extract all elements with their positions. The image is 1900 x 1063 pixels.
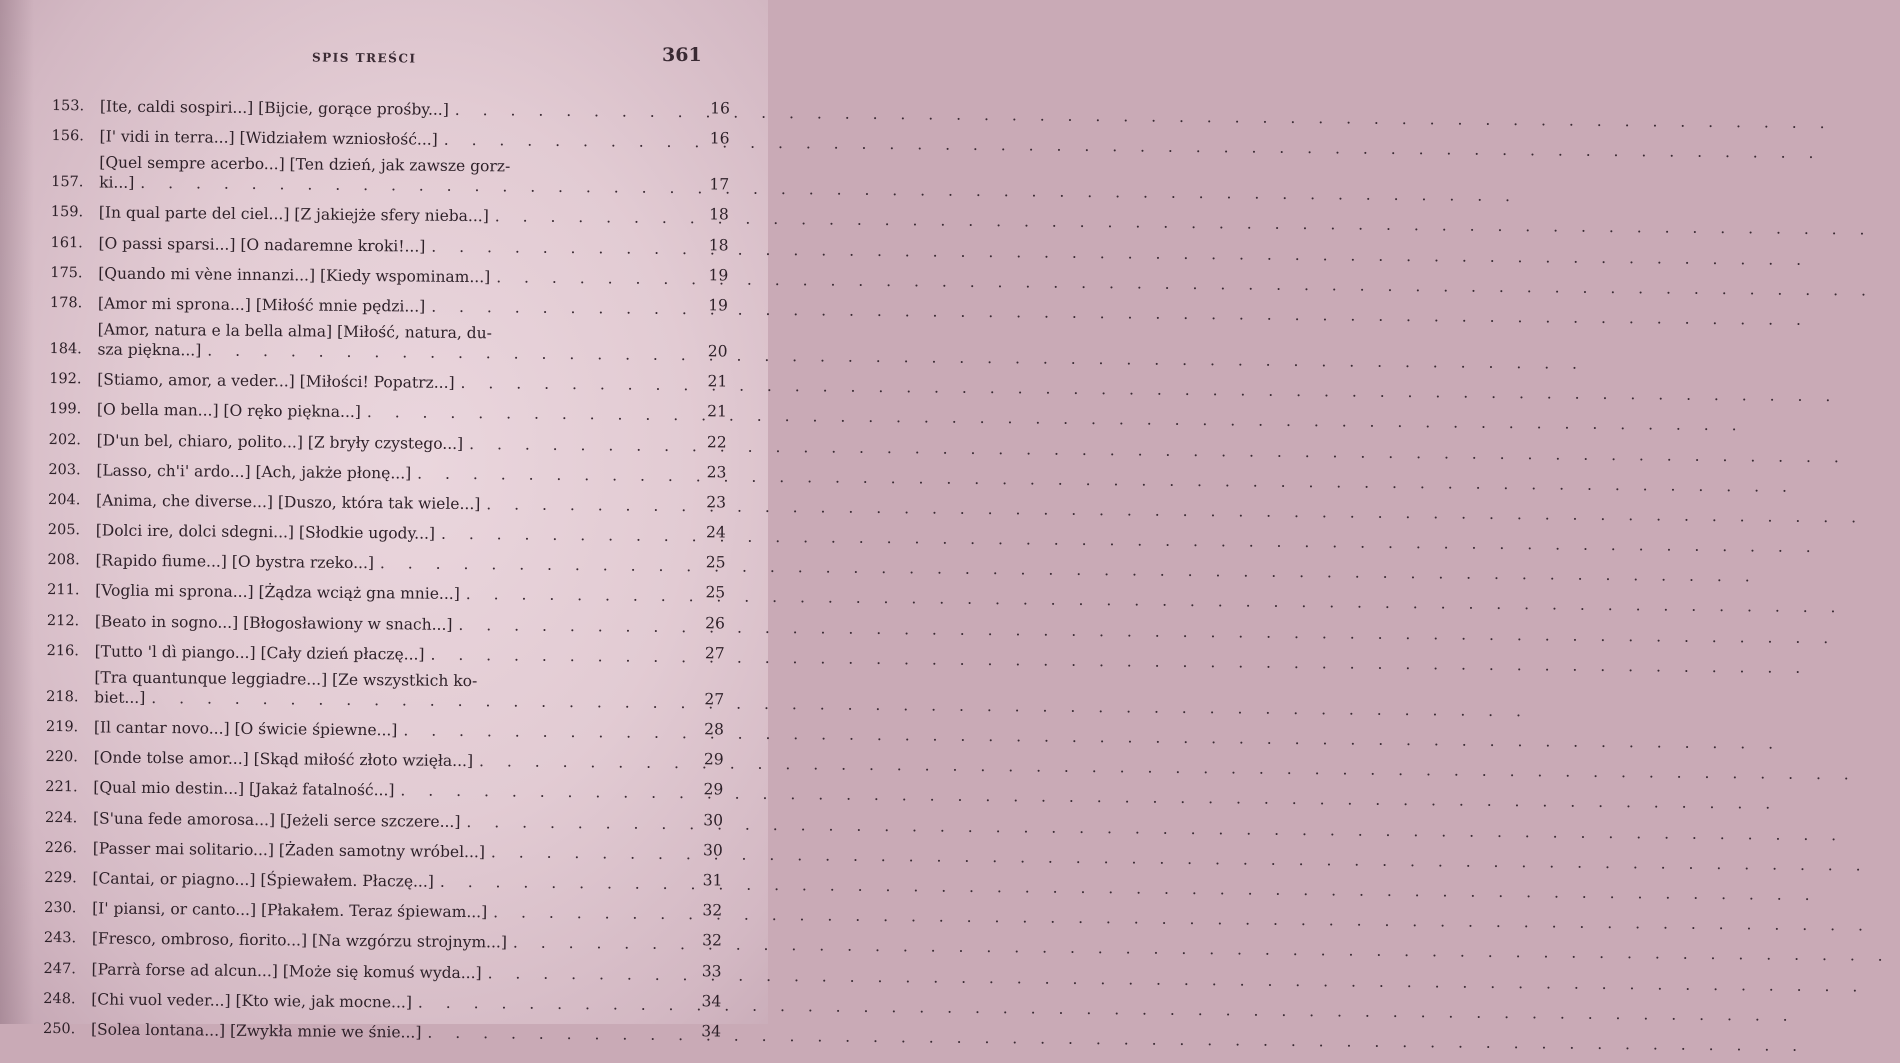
- entry-page-number: 18: [708, 235, 729, 255]
- entry-title: [93, 778, 653, 803]
- entry-title-line: [Qual mio destin...] [Jakaż fatalność...]: [93, 778, 395, 800]
- entry-title: [97, 370, 657, 395]
- entry-title-line: [Beato in sogno...] [Błogosławiony w snach...]: [94, 612, 453, 634]
- entry-number: 220.: [45, 749, 78, 766]
- entry-number: 157.: [51, 174, 84, 191]
- entry-page-number: 22: [706, 432, 727, 451]
- toc-entry: [50, 289, 740, 320]
- toc-entry: [50, 259, 740, 290]
- entry-title: [95, 551, 655, 576]
- entry-number: 221.: [45, 779, 78, 796]
- entry-number: 229.: [44, 869, 77, 887]
- entry-title: [99, 203, 659, 228]
- entry-title-line: [Cantai, or piagno...] [Śpiewałem. Płaczę...]: [92, 869, 434, 891]
- entry-number: 161.: [50, 234, 83, 251]
- entry-title-line: ki...]: [99, 173, 135, 193]
- entry-page-number: 27: [704, 644, 725, 663]
- entry-title: [91, 989, 651, 1014]
- entry-number: 178.: [49, 294, 83, 312]
- entry-title: [96, 460, 656, 485]
- toc-entry: [47, 546, 737, 577]
- entry-page-number: 31: [702, 871, 723, 890]
- entry-page-number: 25: [705, 553, 726, 572]
- entry-title-line: [Parrà forse ad alcun...] [Może się komuś wyda...]: [91, 959, 482, 982]
- toc-entry: [44, 924, 734, 955]
- entry-title-line: [I' vidi in terra...] [Widziałem wzniosłość...]: [99, 127, 438, 149]
- entry-number: 208.: [47, 552, 80, 569]
- table-of-contents: [43, 92, 742, 1052]
- toc-entry: [51, 152, 741, 199]
- entry-page-number: 25: [705, 583, 726, 602]
- toc-entry: [45, 773, 735, 804]
- entry-title: [97, 320, 657, 365]
- entry-title-line: [Lasso, ch'i' ardo...] [Ach, jakże płonę...]: [96, 461, 412, 483]
- entry-number: 226.: [44, 839, 78, 857]
- entry-title-line: [In qual parte del ciel...] [Z jakiejże sfery nieba...]: [98, 203, 489, 226]
- entry-page-number: 24: [705, 523, 726, 542]
- toc-entry: [47, 607, 737, 638]
- entry-title: [95, 611, 655, 636]
- entry-title-line: [Tutto 'l dì piango...] [Cały dzień płaczę...]: [94, 642, 425, 664]
- entry-page-number: 28: [704, 720, 724, 739]
- entry-title-line: [Onde tolse amor...] [Skąd miłość złoto wzięła...]: [93, 748, 474, 771]
- toc-entry: [45, 834, 735, 865]
- toc-entry: [51, 122, 741, 153]
- toc-entry: [47, 576, 737, 607]
- toc-entry: [45, 804, 735, 835]
- entry-title: [94, 748, 654, 773]
- toc-entry: [48, 516, 738, 547]
- entry-number: 192.: [49, 371, 82, 388]
- toc-entry: [44, 894, 734, 925]
- page-header: [0, 44, 768, 74]
- entry-title: [97, 400, 657, 425]
- page-number: 361: [662, 44, 702, 66]
- entry-title-line: [Amor mi sprona...] [Miłość mnie pędzi...]: [97, 294, 426, 316]
- entry-title: [94, 667, 654, 712]
- entry-page-number: 30: [702, 841, 723, 860]
- entry-number: 156.: [51, 128, 84, 145]
- entry-page-number: 21: [707, 402, 728, 421]
- entry-page-number: 32: [702, 931, 722, 950]
- entry-title-line: [Quando mi vène innanzi...] [Kiedy wspominam...]: [98, 264, 491, 286]
- entry-title-line: [Chi vuol veder...] [Kto wie, jak mocne...]: [91, 990, 413, 1012]
- entry-title-line: [D'un bel, chiaro, polito...] [Z bryły czystego...]: [96, 430, 464, 453]
- entry-title: [93, 838, 653, 863]
- toc-entry: [44, 864, 734, 895]
- entry-title: [97, 430, 657, 455]
- book-page: [0, 0, 768, 1042]
- entry-title-line: [Dolci ire, dolci sdegni...] [Słodkie ugody...]: [95, 521, 436, 543]
- entry-title-line: [O bella man...] [O ręko piękna...]: [96, 400, 361, 422]
- entry-number: 250.: [42, 1020, 76, 1038]
- entry-number: 219.: [45, 718, 79, 736]
- entry-number: 212.: [46, 612, 80, 629]
- entry-page-number: 29: [703, 780, 724, 799]
- dot-leader: [421, 1022, 1806, 1055]
- toc-entry: [51, 198, 741, 229]
- entry-title: [91, 959, 651, 984]
- toc-entry: [47, 637, 737, 668]
- entry-page-number: 23: [706, 493, 727, 512]
- toc-entry: [43, 1015, 733, 1046]
- entry-title-line: [Voglia mi sprona...] [Żądza wciąż gna mnie...]: [95, 581, 460, 604]
- entry-number: 159.: [50, 204, 84, 221]
- entry-title: [99, 153, 659, 198]
- entry-title: [95, 641, 655, 666]
- toc-entry: [46, 743, 736, 774]
- entry-title-line: [Solea lontana...] [Zwykła mnie we śnie...]: [90, 1020, 422, 1042]
- entry-page-number: 34: [701, 1022, 722, 1041]
- entry-title-line: [Tra quantunque leggiadre...] [Ze wszystkich ko-: [94, 668, 478, 691]
- entry-number: 218.: [46, 688, 79, 706]
- entry-title: [92, 929, 652, 954]
- entry-number: 211.: [47, 582, 80, 599]
- toc-entry: [46, 667, 736, 714]
- entry-title-line: [Stiamo, amor, a veder...] [Miłości! Popatrz...]: [97, 370, 455, 393]
- entry-title: [91, 1019, 651, 1044]
- entry-page-number: 17: [709, 175, 730, 194]
- entry-title: [95, 581, 655, 606]
- entry-number: 153.: [51, 97, 85, 115]
- entry-title-line: [S'una fede amorosa...] [Jeżeli serce szczere...]: [92, 808, 461, 831]
- entry-page-number: 21: [707, 372, 728, 391]
- entry-number: 216.: [46, 642, 80, 660]
- entry-number: 243.: [43, 930, 77, 947]
- entry-page-number: 23: [706, 462, 727, 482]
- entry-page-number: 19: [708, 296, 729, 315]
- entry-number: 204.: [48, 491, 81, 509]
- entry-number: 205.: [47, 522, 81, 539]
- entry-page-number: 27: [704, 690, 725, 709]
- toc-entry: [48, 486, 738, 517]
- toc-entry: [50, 229, 740, 260]
- toc-entry: [52, 92, 742, 123]
- entry-number: 175.: [50, 264, 83, 282]
- entry-title-line: [Passer mai solitario...] [Żaden samotny wróbel...]: [92, 839, 485, 861]
- entry-title: [98, 233, 658, 258]
- entry-number: 247.: [43, 960, 76, 977]
- entry-title-line: [Rapido fiume...] [O bystra rzeko...]: [95, 551, 375, 573]
- entry-title: [92, 899, 652, 924]
- entry-number: 184.: [49, 341, 82, 358]
- entry-title: [93, 808, 653, 833]
- entry-page-number: 32: [702, 901, 723, 920]
- running-title: SPIS TREŚCI: [311, 50, 417, 66]
- toc-entry: [43, 954, 733, 985]
- entry-page-number: 26: [705, 613, 726, 633]
- entry-number: 202.: [48, 431, 82, 448]
- entry-number: 230.: [44, 900, 77, 917]
- toc-entry: [48, 456, 738, 487]
- entry-title: [99, 127, 659, 152]
- entry-title-line: [I' piansi, or canto...] [Płakałem. Teraz śpiewam...]: [92, 899, 488, 922]
- entry-page-number: 16: [710, 99, 730, 118]
- entry-page-number: 34: [701, 991, 722, 1011]
- toc-entry: [49, 319, 739, 366]
- toc-entry: [49, 425, 739, 456]
- entry-page-number: 29: [703, 750, 724, 769]
- entry-number: 203.: [48, 461, 81, 478]
- toc-entry: [49, 395, 739, 426]
- entry-title-line: [O passi sparsi...] [O nadaremne kroki!...]: [98, 234, 426, 256]
- entry-page-number: 33: [701, 961, 722, 980]
- entry-title-line: biet...]: [94, 688, 146, 707]
- entry-title-line: [Ite, caldi sospiri...] [Bijcie, gorące prośby...]: [99, 97, 449, 119]
- entry-title: [98, 293, 658, 318]
- entry-title: [96, 521, 656, 546]
- entry-title-line: sza piękna...]: [97, 340, 202, 360]
- entry-page-number: 19: [708, 266, 729, 285]
- entry-title: [100, 96, 660, 121]
- entry-title: [92, 868, 652, 893]
- entry-page-number: 20: [707, 342, 728, 361]
- toc-entry: [43, 985, 733, 1016]
- entry-page-number: 18: [709, 205, 729, 224]
- toc-entry: [49, 365, 739, 396]
- entry-title: [96, 490, 656, 515]
- entry-page-number: 30: [703, 810, 724, 830]
- entry-title-line: [Il cantar novo...] [O świcie śpiewne...]: [93, 718, 398, 740]
- entry-number: 224.: [44, 809, 78, 826]
- entry-title-line: [Anima, che diverse...] [Duszo, która tak wiele...]: [95, 491, 481, 514]
- toc-entry: [46, 713, 736, 744]
- entry-title-line: [Quel sempre acerbo...] [Ten dzień, jak zawsze gorz-: [99, 153, 511, 176]
- entry-title: [98, 263, 658, 288]
- entry-page-number: 16: [709, 129, 730, 148]
- entry-title-line: [Amor, natura e la bella alma] [Miłość, natura, du-: [97, 320, 492, 343]
- entry-title-line: [Fresco, ombroso, fiorito...] [Na wzgórzu strojnym...]: [91, 929, 508, 952]
- entry-title: [94, 717, 654, 742]
- entry-number: 248.: [43, 990, 76, 1007]
- entry-number: 199.: [48, 401, 82, 418]
